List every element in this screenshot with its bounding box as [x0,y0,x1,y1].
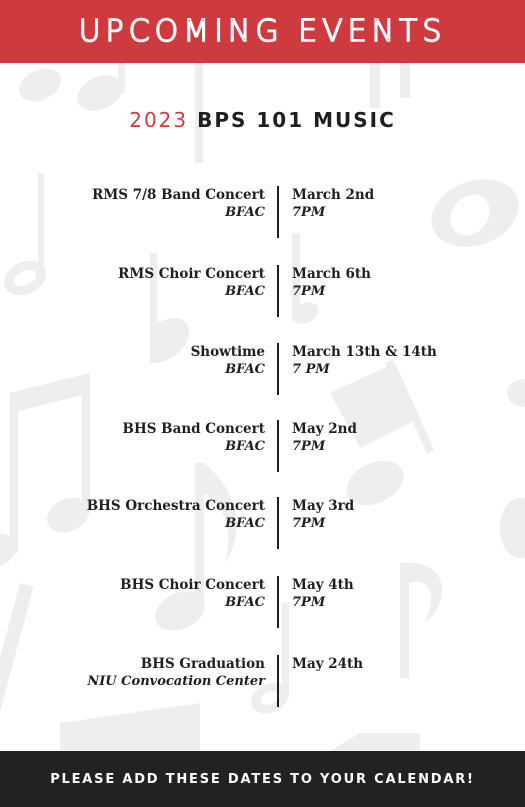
beam-icon [60,703,200,751]
event-divider [277,497,279,549]
event-info [120,576,265,612]
event-schedule [292,655,363,673]
event-time: 7PM [292,595,326,610]
event-info [123,420,265,456]
event-name: BHS Orchestra Concert [86,498,265,514]
note-stem-icon [400,63,410,98]
note-stem-icon [118,63,125,93]
event-date: May 24th [292,656,364,672]
event-time: 7PM [292,439,326,454]
event-info [118,265,265,301]
event-venue: BFAC [225,284,265,299]
event-date: March 13th & 14th [292,344,437,360]
event-schedule [292,186,374,222]
event-time: 7 PM [292,362,330,377]
event-item [0,420,525,474]
subtitle-year: 2023 [129,108,189,132]
event-info [87,655,265,691]
subtitle-text: BPS 101 MUSIC [197,108,396,132]
note-stem-icon [370,63,380,108]
event-divider [277,655,279,707]
event-schedule [292,576,354,612]
event-name: Showtime [190,344,265,360]
event-info [191,343,265,379]
event-item [0,186,525,240]
header-banner [0,0,525,63]
event-date: March 6th [292,266,371,282]
event-venue: BFAC [225,205,265,220]
event-schedule [292,265,371,301]
event-schedule [292,343,437,379]
event-name: BHS Choir Concert [120,577,265,593]
event-info [92,186,265,222]
event-item [0,265,525,319]
event-date: May 3rd [292,498,355,514]
event-info [87,497,265,533]
music-notes-background-icon [0,63,525,751]
event-date: May 4th [292,577,354,593]
event-divider [277,343,279,395]
event-name: RMS Choir Concert [118,266,265,282]
event-item [0,343,525,397]
note-head-icon [14,63,67,108]
event-date: March 2nd [292,187,375,203]
event-venue: BFAC [225,516,265,531]
event-time: 7PM [292,284,326,299]
header-title: UPCOMING EVENTS [78,14,447,49]
event-divider [277,420,279,472]
event-time: 7PM [292,205,326,220]
event-venue: NIU Convocation Center [87,674,265,689]
event-divider [277,186,279,238]
event-name: BHS Graduation [140,656,265,672]
beam-icon [330,733,420,751]
event-item [0,655,525,709]
event-venue: BFAC [225,439,265,454]
footer-text: PLEASE ADD THESE DATES TO YOUR CALENDAR! [50,771,475,787]
event-time: 7PM [292,516,326,531]
event-divider [277,265,279,317]
subtitle [0,108,525,132]
event-name: RMS 7/8 Band Concert [92,187,265,203]
event-item [0,576,525,630]
event-venue: BFAC [225,362,265,377]
event-divider [277,576,279,628]
event-venue: BFAC [225,595,265,610]
event-schedule [292,497,354,533]
event-date: May 2nd [292,421,357,437]
event-name: BHS Band Concert [122,421,265,437]
footer-banner [0,751,525,807]
event-schedule [292,420,357,456]
event-item [0,497,525,551]
